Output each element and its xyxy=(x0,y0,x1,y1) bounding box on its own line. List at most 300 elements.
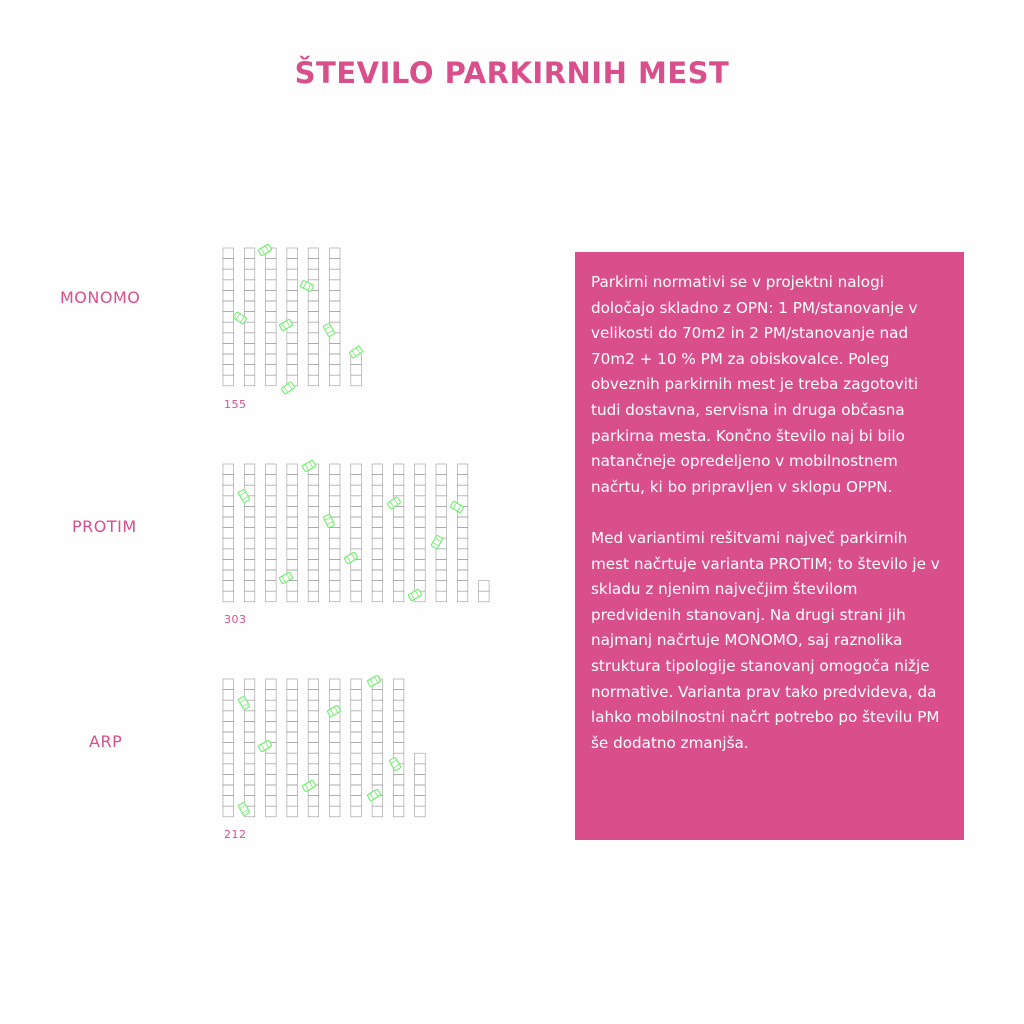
parking-stall xyxy=(244,322,255,333)
parking-stall xyxy=(393,591,404,602)
parking-stall xyxy=(223,269,234,280)
parking-stall xyxy=(223,375,234,386)
parking-stall xyxy=(244,464,255,475)
parking-stall xyxy=(244,753,255,764)
parking-stall xyxy=(266,753,277,764)
parking-stall xyxy=(287,690,298,701)
parking-stall xyxy=(308,690,319,701)
parking-stall xyxy=(436,517,447,528)
parking-stall xyxy=(223,732,234,743)
parking-stall xyxy=(372,806,383,817)
parking-stall xyxy=(266,528,277,539)
parking-stall xyxy=(287,559,298,570)
car-icon xyxy=(367,675,381,687)
parking-stall xyxy=(415,774,426,785)
parking-stall xyxy=(415,464,426,475)
parking-stall xyxy=(393,549,404,560)
parking-stall xyxy=(330,570,341,581)
parking-stall xyxy=(415,517,426,528)
parking-stall xyxy=(308,721,319,732)
parking-stall xyxy=(266,721,277,732)
car-icon xyxy=(431,535,443,549)
parking-stall xyxy=(266,322,277,333)
car-icon xyxy=(389,757,401,771)
parking-stall xyxy=(330,528,341,539)
parking-stall xyxy=(266,375,277,386)
parking-stall xyxy=(330,343,341,354)
parking-stall xyxy=(308,496,319,507)
parking-stall xyxy=(351,485,362,496)
parking-stall xyxy=(436,464,447,475)
parking-stall xyxy=(415,753,426,764)
parking-stall xyxy=(287,464,298,475)
parking-stall xyxy=(287,475,298,486)
parking-stall xyxy=(308,806,319,817)
car-icon xyxy=(323,323,335,337)
parking-column xyxy=(393,679,404,817)
parking-layout-protim xyxy=(222,462,512,612)
parking-stall xyxy=(223,581,234,592)
parking-stall xyxy=(351,538,362,549)
parking-stall xyxy=(244,301,255,312)
parking-stall xyxy=(330,496,341,507)
parking-stall xyxy=(287,354,298,365)
parking-stall xyxy=(223,570,234,581)
parking-stall xyxy=(223,333,234,344)
parking-stall xyxy=(244,365,255,376)
parking-stall xyxy=(244,475,255,486)
parking-stall xyxy=(330,753,341,764)
parking-stall xyxy=(393,538,404,549)
parking-stall xyxy=(308,570,319,581)
parking-stall xyxy=(287,301,298,312)
parking-stall xyxy=(436,591,447,602)
parking-stall xyxy=(393,517,404,528)
parking-column xyxy=(244,248,255,386)
parking-stall xyxy=(308,365,319,376)
parking-stall xyxy=(393,464,404,475)
parking-column xyxy=(223,464,234,602)
parking-stall xyxy=(372,700,383,711)
parking-stall xyxy=(266,464,277,475)
parking-stall xyxy=(351,711,362,722)
parking-stall xyxy=(393,785,404,796)
parking-stall xyxy=(266,280,277,291)
parking-stall xyxy=(266,343,277,354)
parking-stall xyxy=(330,280,341,291)
parking-stall xyxy=(266,591,277,602)
parking-stall xyxy=(393,679,404,690)
parking-stall xyxy=(223,559,234,570)
car-icon xyxy=(238,802,250,816)
parking-stall xyxy=(287,343,298,354)
parking-stall xyxy=(415,796,426,807)
parking-stall xyxy=(287,259,298,270)
parking-stall xyxy=(351,365,362,376)
parking-stall xyxy=(330,549,341,560)
parking-stall xyxy=(330,301,341,312)
parking-stall xyxy=(308,506,319,517)
parking-count-protim: 303 xyxy=(224,613,247,626)
parking-stall xyxy=(244,333,255,344)
parking-stall xyxy=(266,496,277,507)
parking-stall xyxy=(393,743,404,754)
parking-stall xyxy=(393,796,404,807)
parking-stall xyxy=(223,280,234,291)
parking-stall xyxy=(244,280,255,291)
parking-stall xyxy=(266,570,277,581)
parking-stall xyxy=(351,517,362,528)
parking-stall xyxy=(436,570,447,581)
parking-stall xyxy=(287,280,298,291)
parking-stall xyxy=(287,528,298,539)
parking-stall xyxy=(330,354,341,365)
parking-stall xyxy=(223,485,234,496)
parking-stall xyxy=(372,711,383,722)
parking-stall xyxy=(266,333,277,344)
parking-stall xyxy=(308,517,319,528)
parking-stall xyxy=(308,581,319,592)
parking-stall xyxy=(330,312,341,323)
parking-stall xyxy=(351,506,362,517)
parking-column xyxy=(266,248,277,386)
parking-stall xyxy=(330,806,341,817)
parking-stall xyxy=(266,301,277,312)
parking-column xyxy=(415,753,426,817)
car-icon xyxy=(349,346,363,359)
parking-stall xyxy=(266,700,277,711)
parking-stall xyxy=(287,496,298,507)
parking-stall xyxy=(223,464,234,475)
parking-stall xyxy=(436,475,447,486)
car-icon xyxy=(450,501,464,513)
parking-stall xyxy=(308,711,319,722)
parking-stall xyxy=(457,570,468,581)
parking-stall xyxy=(266,711,277,722)
parking-stall xyxy=(330,559,341,570)
parking-stall xyxy=(244,269,255,280)
parking-stall xyxy=(244,343,255,354)
parking-stall xyxy=(372,732,383,743)
parking-stall xyxy=(308,679,319,690)
parking-stall xyxy=(287,290,298,301)
parking-stall xyxy=(351,753,362,764)
parking-stall xyxy=(223,365,234,376)
parking-stall xyxy=(436,581,447,592)
parking-stall xyxy=(330,464,341,475)
parking-stall xyxy=(308,743,319,754)
parking-stall xyxy=(479,591,490,602)
parking-stall xyxy=(223,496,234,507)
parking-stall xyxy=(457,517,468,528)
parking-stall xyxy=(330,679,341,690)
parking-column xyxy=(457,464,468,602)
parking-stall xyxy=(223,290,234,301)
car-icon xyxy=(238,696,250,710)
parking-column xyxy=(223,679,234,817)
parking-stall xyxy=(393,700,404,711)
parking-stall xyxy=(372,774,383,785)
parking-stall xyxy=(244,354,255,365)
parking-column xyxy=(308,679,319,817)
parking-stall xyxy=(244,679,255,690)
parking-stall xyxy=(308,248,319,259)
parking-stall xyxy=(266,796,277,807)
parking-stall xyxy=(287,774,298,785)
parking-stall xyxy=(308,333,319,344)
parking-stall xyxy=(244,591,255,602)
parking-stall xyxy=(244,549,255,560)
car-icon xyxy=(279,572,293,584)
parking-stall xyxy=(308,375,319,386)
parking-stall xyxy=(457,581,468,592)
parking-stall xyxy=(330,248,341,259)
parking-stall xyxy=(393,559,404,570)
parking-stall xyxy=(244,732,255,743)
parking-stall xyxy=(372,528,383,539)
parking-column xyxy=(287,248,298,386)
parking-stall xyxy=(266,764,277,775)
parking-stall xyxy=(266,549,277,560)
parking-stall xyxy=(223,700,234,711)
parking-stall xyxy=(372,753,383,764)
info-paragraph: Parkirni normativi se v projektni nalogi določajo skladno z OPN: 1 PM/stanovanje v velikosti do 70m2 in 2 PM/stanovanje nad 70m2 + 10 % PM za obiskovalce. Poleg obveznih parkirnih mest je treba zagotoviti tudi dostavna, servisna in druga občasna parkirna mesta. Končno število naj bi bilo natančneje opredeljeno v mobilnostnem načrtu, ki bo pripravljen v sklopu OPPN. xyxy=(591,273,919,496)
parking-stall xyxy=(266,354,277,365)
parking-column xyxy=(330,679,341,817)
parking-stall xyxy=(351,475,362,486)
car-icon xyxy=(238,489,250,503)
parking-stall xyxy=(266,690,277,701)
info-panel xyxy=(575,252,964,840)
parking-stall xyxy=(308,591,319,602)
parking-stall xyxy=(266,259,277,270)
parking-stall xyxy=(223,785,234,796)
parking-stall xyxy=(330,269,341,280)
parking-stall xyxy=(415,538,426,549)
parking-stall xyxy=(372,591,383,602)
parking-stall xyxy=(351,806,362,817)
parking-stall xyxy=(244,290,255,301)
parking-stall xyxy=(351,732,362,743)
variant-label-protim: PROTIM xyxy=(72,517,137,536)
parking-stall xyxy=(308,343,319,354)
car-icon xyxy=(327,705,341,717)
parking-stall xyxy=(372,517,383,528)
parking-stall xyxy=(287,538,298,549)
parking-stall xyxy=(372,475,383,486)
parking-stall xyxy=(457,464,468,475)
parking-stall xyxy=(287,753,298,764)
parking-stall xyxy=(330,538,341,549)
parking-stall xyxy=(330,764,341,775)
parking-stall xyxy=(223,806,234,817)
car-icon xyxy=(387,497,401,510)
parking-stall xyxy=(223,312,234,323)
parking-stall xyxy=(287,764,298,775)
parking-stall xyxy=(330,774,341,785)
parking-stall xyxy=(223,721,234,732)
parking-stall xyxy=(244,538,255,549)
parking-stall xyxy=(393,506,404,517)
parking-stall xyxy=(223,538,234,549)
parking-stall xyxy=(308,290,319,301)
parking-column xyxy=(244,464,255,602)
parking-column xyxy=(372,464,383,602)
parking-column xyxy=(351,354,362,386)
parking-stall xyxy=(244,517,255,528)
parking-stall xyxy=(457,559,468,570)
parking-column xyxy=(330,248,341,386)
parking-stall xyxy=(457,538,468,549)
parking-stall xyxy=(415,570,426,581)
parking-stall xyxy=(223,549,234,560)
parking-stall xyxy=(287,549,298,560)
parking-stall xyxy=(372,464,383,475)
parking-stall xyxy=(415,785,426,796)
parking-count-monomo: 155 xyxy=(224,398,247,411)
parking-stall xyxy=(223,354,234,365)
parking-stall xyxy=(266,269,277,280)
parking-stall xyxy=(287,248,298,259)
parking-stall xyxy=(223,796,234,807)
car-icon xyxy=(302,460,316,472)
parking-stall xyxy=(351,464,362,475)
info-paragraph: Med variantimi rešitvami največ parkirnih mest načrtuje varianta PROTIM; to število je v skladu z njenim največjim številom predvidenih stanovanj. Na drugi strani jih najmanj načrtuje MONOMO, saj raznolika struktura tipologije stanovanj omogoča nižje normative. Varianta prav tako predvideva, da lahko mobilnostni načrt potrebo po številu PM še dodatno zmanjša. xyxy=(591,528,940,752)
parking-stall xyxy=(266,581,277,592)
parking-stall xyxy=(287,679,298,690)
variant-label-monomo: MONOMO xyxy=(60,288,141,307)
parking-stall xyxy=(287,700,298,711)
parking-stall xyxy=(287,711,298,722)
parking-column xyxy=(223,248,234,386)
parking-stall xyxy=(223,764,234,775)
parking-stall xyxy=(372,581,383,592)
parking-stall xyxy=(351,375,362,386)
parking-stall xyxy=(223,591,234,602)
parking-stall xyxy=(457,591,468,602)
parking-stall xyxy=(287,743,298,754)
parking-stall xyxy=(351,774,362,785)
parking-stall xyxy=(266,679,277,690)
parking-stall xyxy=(393,774,404,785)
parking-stall xyxy=(266,517,277,528)
parking-stall xyxy=(223,259,234,270)
parking-stall xyxy=(415,764,426,775)
parking-stall xyxy=(372,538,383,549)
parking-stall xyxy=(372,743,383,754)
parking-stall xyxy=(436,496,447,507)
parking-column xyxy=(436,464,447,602)
parking-stall xyxy=(330,690,341,701)
parking-stall xyxy=(393,528,404,539)
parking-stall xyxy=(351,743,362,754)
parking-stall xyxy=(393,690,404,701)
parking-stall xyxy=(308,549,319,560)
parking-stall xyxy=(351,581,362,592)
parking-stall xyxy=(266,785,277,796)
car-icon xyxy=(408,589,422,601)
parking-column xyxy=(330,464,341,602)
parking-stall xyxy=(457,485,468,496)
parking-column xyxy=(393,464,404,602)
parking-stall xyxy=(393,732,404,743)
parking-stall xyxy=(223,528,234,539)
parking-stall xyxy=(266,506,277,517)
parking-stall xyxy=(308,312,319,323)
parking-stall xyxy=(330,475,341,486)
parking-stall xyxy=(223,475,234,486)
parking-stall xyxy=(308,559,319,570)
car-icon xyxy=(300,280,314,291)
parking-stall xyxy=(372,485,383,496)
parking-stall xyxy=(372,721,383,732)
parking-stall xyxy=(415,485,426,496)
parking-stall xyxy=(287,785,298,796)
parking-stall xyxy=(351,700,362,711)
parking-stall xyxy=(393,721,404,732)
parking-stall xyxy=(393,711,404,722)
parking-stall xyxy=(330,290,341,301)
parking-stall xyxy=(308,796,319,807)
parking-stall xyxy=(223,506,234,517)
parking-stall xyxy=(266,290,277,301)
parking-count-arp: 212 xyxy=(224,828,247,841)
parking-stall xyxy=(287,806,298,817)
parking-stall xyxy=(415,559,426,570)
parking-stall xyxy=(479,581,490,592)
parking-column xyxy=(415,464,426,602)
parking-stall xyxy=(266,559,277,570)
parking-stall xyxy=(330,743,341,754)
parking-stall xyxy=(244,559,255,570)
parking-stall xyxy=(330,732,341,743)
parking-stall xyxy=(330,581,341,592)
parking-stall xyxy=(351,528,362,539)
parking-stall xyxy=(372,764,383,775)
parking-stall xyxy=(415,475,426,486)
parking-stall xyxy=(415,549,426,560)
parking-stall xyxy=(457,475,468,486)
parking-stall xyxy=(351,690,362,701)
parking-stall xyxy=(308,301,319,312)
parking-stall xyxy=(351,679,362,690)
parking-stall xyxy=(287,591,298,602)
parking-stall xyxy=(308,475,319,486)
parking-column xyxy=(351,464,362,602)
parking-stall xyxy=(308,764,319,775)
parking-stall xyxy=(308,269,319,280)
parking-stall xyxy=(330,485,341,496)
parking-stall xyxy=(223,774,234,785)
parking-stall xyxy=(393,485,404,496)
parking-stall xyxy=(330,365,341,376)
parking-stall xyxy=(457,549,468,560)
parking-stall xyxy=(308,528,319,539)
parking-stall xyxy=(372,496,383,507)
parking-stall xyxy=(266,365,277,376)
car-icon xyxy=(281,382,295,395)
parking-stall xyxy=(244,581,255,592)
parking-column xyxy=(308,464,319,602)
parking-stall xyxy=(266,485,277,496)
parking-stall xyxy=(266,538,277,549)
parking-stall xyxy=(436,506,447,517)
page-title: ŠTEVILO PARKIRNIH MEST xyxy=(294,56,730,90)
parking-stall xyxy=(415,506,426,517)
parking-stall xyxy=(244,375,255,386)
parking-stall xyxy=(223,301,234,312)
parking-stall xyxy=(330,591,341,602)
